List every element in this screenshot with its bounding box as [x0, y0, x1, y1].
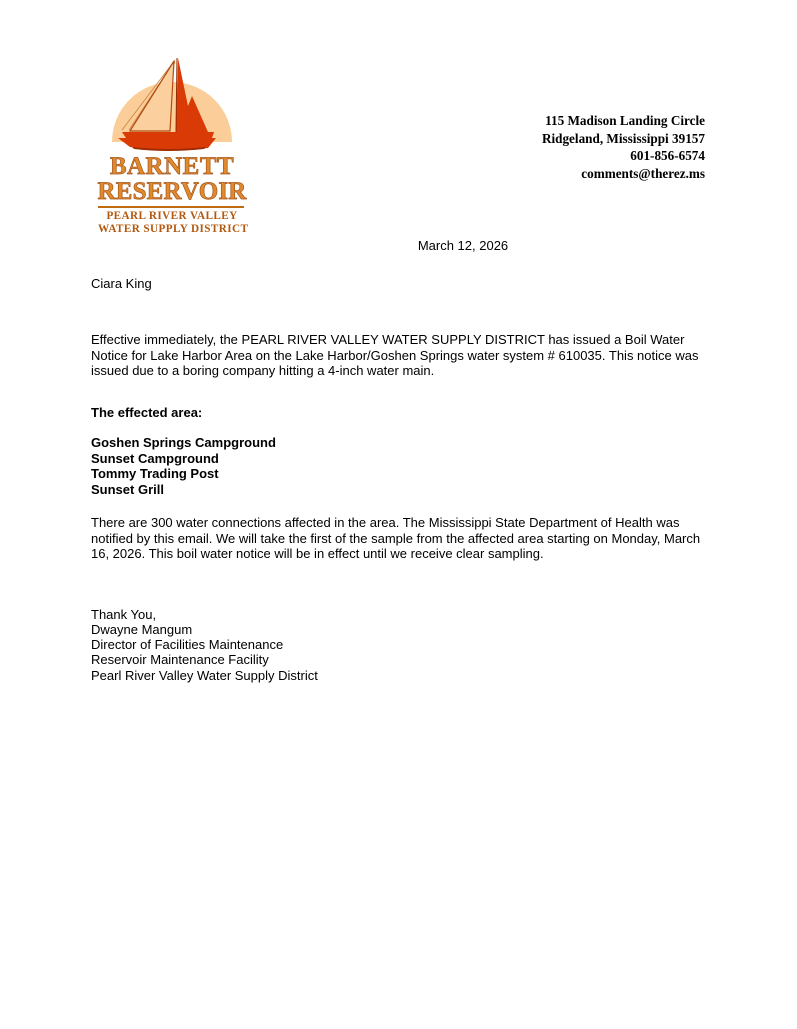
address-street: 115 Madison Landing Circle	[545, 113, 705, 128]
logo-tagline	[98, 206, 249, 235]
letter-recipient: Ciara King	[91, 276, 152, 291]
address-city-state-zip: Ridgeland, Mississippi 39157	[541, 130, 705, 146]
wordmark-line-2: RESERVOIR	[97, 178, 247, 205]
address-phone: 601-856-6574	[630, 148, 705, 163]
wordmark-line-1: BARNETT	[109, 153, 235, 180]
intro-paragraph: Effective immediately, the PEARL RIVER VALLEY WATER SUPPLY DISTRICT has issued a Boil Water Notice for Lake Harbor Area on the Lake Harbor/Goshen Springs water system # 610035. This notice was issued due to a boring company hitting a 4-inch water main.	[91, 332, 699, 379]
affected-area-heading: The effected area:	[91, 404, 203, 420]
affected-area-list	[91, 435, 705, 497]
list-item: Tommy Trading Post	[91, 466, 219, 482]
list-item: Sunset Grill	[91, 481, 164, 497]
tagline-divider	[98, 206, 244, 208]
list-item: Sunset Campground	[91, 450, 219, 466]
tagline-line-1: PEARL RIVER VALLEY	[106, 210, 238, 222]
signature-block	[91, 607, 705, 683]
address-email: comments@therez.ms	[581, 165, 705, 181]
barnett-reservoir-wordmark	[96, 150, 248, 206]
closing-name: Dwayne Mangum	[91, 621, 193, 637]
list-item: Goshen Springs Campground	[91, 435, 276, 451]
organization-logo	[96, 54, 249, 235]
letterhead-address	[365, 112, 705, 182]
closing-title: Director of Facilities Maintenance	[91, 637, 284, 653]
sailboat-sun-logo-icon	[96, 54, 248, 154]
closing-organization: Pearl River Valley Water Supply District	[91, 667, 318, 683]
tagline-line-2: WATER SUPPLY DISTRICT	[98, 222, 249, 235]
letter-date: March 12, 2026	[417, 238, 509, 253]
details-paragraph: There are 300 water connections affected in the area. The Mississippi State Department of Health was notified by this email. We will take the first of the sample from the affected area starting on Monday, March 16, 2026. This boil water notice will be in effect until we receive clear sampling.	[91, 515, 701, 562]
letter-body	[91, 232, 705, 683]
closing-salutation: Thank You,	[91, 606, 157, 622]
letterhead	[0, 0, 797, 235]
closing-facility: Reservoir Maintenance Facility	[91, 652, 269, 668]
